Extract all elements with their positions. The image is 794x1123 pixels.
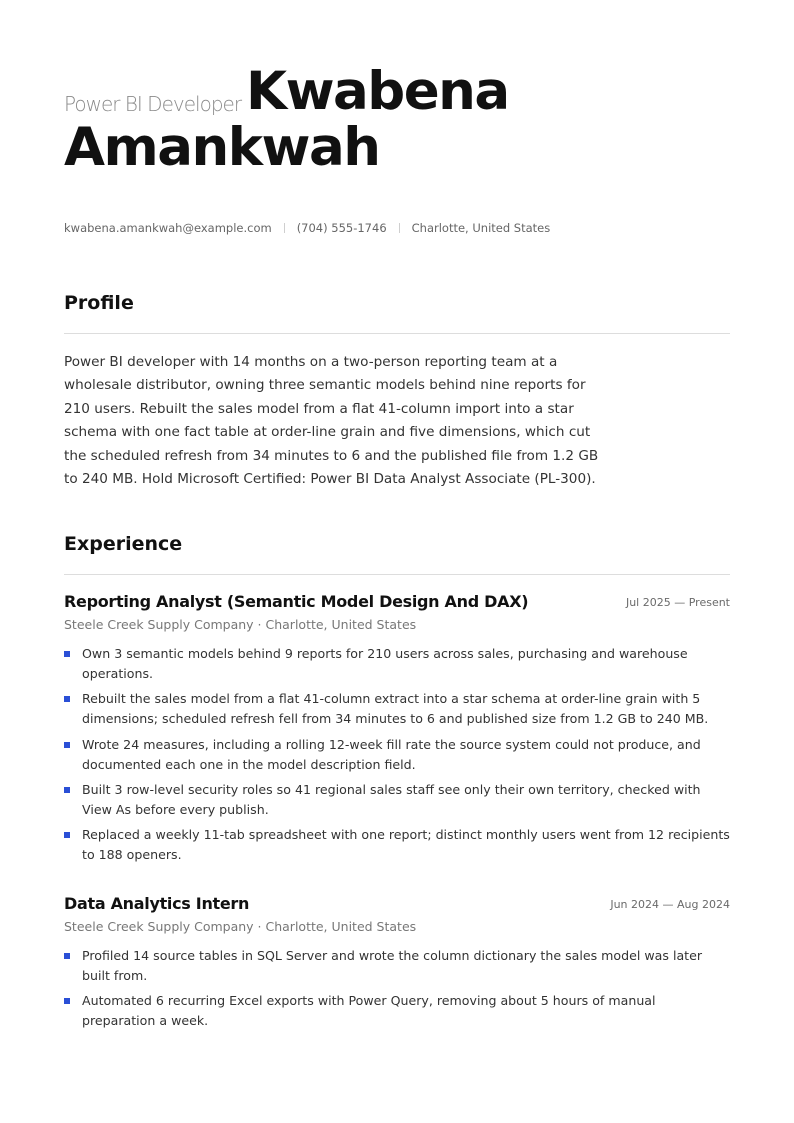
job-company: Steele Creek Supply Company · Charlotte, United States [64, 919, 417, 934]
contact-phone[interactable]: (704) 555-1746 [296, 221, 387, 235]
experience-divider [64, 574, 730, 575]
job-dates: Jun 2024 — Aug 2024 [610, 898, 730, 911]
profile-heading: Profile [64, 292, 134, 314]
bullet-item [64, 780, 730, 820]
bullet-item [64, 991, 730, 1031]
contact-location: Charlotte, United States [411, 221, 551, 235]
profile-divider [64, 333, 730, 334]
bullet-text: Profiled 14 source tables in SQL Server and wrote the column dictionary the sales model was later built from. [82, 948, 703, 983]
job-title: Data Analytics Intern [64, 894, 250, 913]
bullet-square-icon [64, 696, 70, 702]
experience-heading: Experience [64, 533, 183, 555]
bullet-text: Own 3 semantic models behind 9 reports for 210 users across sales, purchasing and warehouse operations. [82, 646, 688, 681]
bullet-text: Wrote 24 measures, including a rolling 12-week fill rate the source system could not produce, and documented each one in the model description field. [82, 736, 701, 772]
bullet-square-icon [64, 832, 70, 838]
bullet-square-icon [64, 787, 70, 793]
contact-line [64, 221, 550, 235]
job-bullets [64, 644, 730, 870]
bullet-square-icon [64, 742, 70, 748]
job-dates: Jul 2025 — Present [625, 596, 730, 609]
bullet-text: Built 3 row-level security roles so 41 regional sales staff see only their own territory, checked with View As before every publish. [82, 781, 701, 817]
last-name: Amankwah [64, 117, 380, 178]
contact-divider [284, 223, 285, 233]
job-role: Power BI Developer [64, 92, 242, 116]
bullet-text: Rebuilt the sales model from a flat 41-column extract into a star schema at order-line grain with 5 dimensions; scheduled refresh fell from 34 minutes to 6 and published size from 1.2 GB to 240 MB. [82, 691, 709, 727]
bullet-item [64, 644, 730, 684]
bullet-item [64, 735, 730, 775]
job-title: Reporting Analyst (Semantic Model Design And DAX) [64, 592, 529, 611]
first-name: Kwabena [246, 61, 509, 122]
bullet-item [64, 689, 730, 729]
profile-summary: Power BI developer with 14 months on a two-person reporting team at a wholesale distributor, owning three semantic models behind nine reports for 210 users. Rebuilt the sales model from a flat 41-column import into a star schema with one fact table at order-line grain and five dimensions, which cut the scheduled refresh from 34 minutes to 6 and the published file from 1.2 GB to 240 MB. Hold Microsoft Certified: Power BI Data Analyst Associate (PL-300). [64, 354, 599, 488]
bullet-square-icon [64, 998, 70, 1004]
bullet-item [64, 825, 730, 865]
bullet-square-icon [64, 953, 70, 959]
bullet-text: Replaced a weekly 11-tab spreadsheet with one report; distinct monthly users went from 12 recipients to 188 openers. [82, 827, 730, 863]
job-company: Steele Creek Supply Company · Charlotte, United States [64, 617, 417, 632]
contact-divider [399, 223, 400, 233]
job-bullets [64, 946, 730, 1037]
bullet-item [64, 946, 730, 986]
bullet-square-icon [64, 651, 70, 657]
contact-email[interactable]: kwabena.amankwah@example.com [64, 221, 272, 235]
bullet-text: Automated 6 recurring Excel exports with Power Query, removing about 5 hours of manual preparation a week. [82, 993, 656, 1029]
